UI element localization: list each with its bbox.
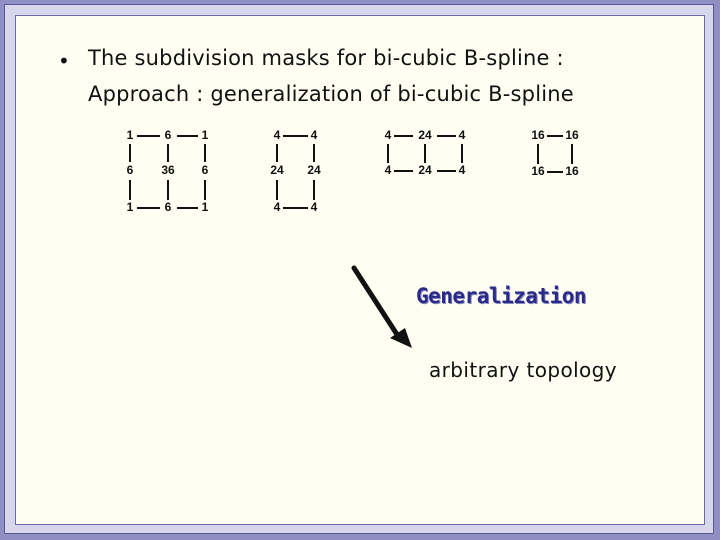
face-mask-ml: 6 bbox=[126, 163, 134, 178]
edge-v-mask-bl: 4 bbox=[273, 200, 281, 215]
bullet-marker: • bbox=[58, 49, 70, 73]
edge-h-mask-tr: 4 bbox=[458, 128, 466, 143]
face-mask-bm: 6 bbox=[164, 200, 172, 215]
vertex-mask-tr: 16 bbox=[565, 128, 579, 143]
face-mask-mr: 6 bbox=[201, 163, 209, 178]
vertex-mask-bl: 16 bbox=[531, 164, 545, 179]
edge-h-mask-bm: 24 bbox=[418, 163, 432, 178]
title-line-2: Approach : generalization of bi-cubic B-spline bbox=[88, 82, 574, 106]
face-mask-tm: 6 bbox=[164, 128, 172, 143]
edge-v-mask-ml: 24 bbox=[270, 163, 284, 178]
face-mask-br: 1 bbox=[201, 200, 209, 215]
edge-h-mask-tm: 24 bbox=[418, 128, 432, 143]
edge-v-mask-br: 4 bbox=[310, 200, 318, 215]
face-mask-tr: 1 bbox=[201, 128, 209, 143]
edge-v-mask-tr: 4 bbox=[310, 128, 318, 143]
face-mask-tl: 1 bbox=[126, 128, 134, 143]
vertex-mask-tl: 16 bbox=[531, 128, 545, 143]
edge-v-mask-mr: 24 bbox=[307, 163, 321, 178]
vertex-mask-br: 16 bbox=[565, 164, 579, 179]
edge-h-mask-tl: 4 bbox=[384, 128, 392, 143]
edge-v-mask-tl: 4 bbox=[273, 128, 281, 143]
edge-h-mask-br: 4 bbox=[458, 163, 466, 178]
generalization-label: Generalization bbox=[416, 284, 587, 308]
face-mask-center: 36 bbox=[161, 163, 175, 178]
arbitrary-topology-label: arbitrary topology bbox=[429, 358, 618, 382]
title-line-1: The subdivision masks for bi-cubic B-spline : bbox=[88, 46, 564, 70]
edge-h-mask-bl: 4 bbox=[384, 163, 392, 178]
face-mask-bl: 1 bbox=[126, 200, 134, 215]
